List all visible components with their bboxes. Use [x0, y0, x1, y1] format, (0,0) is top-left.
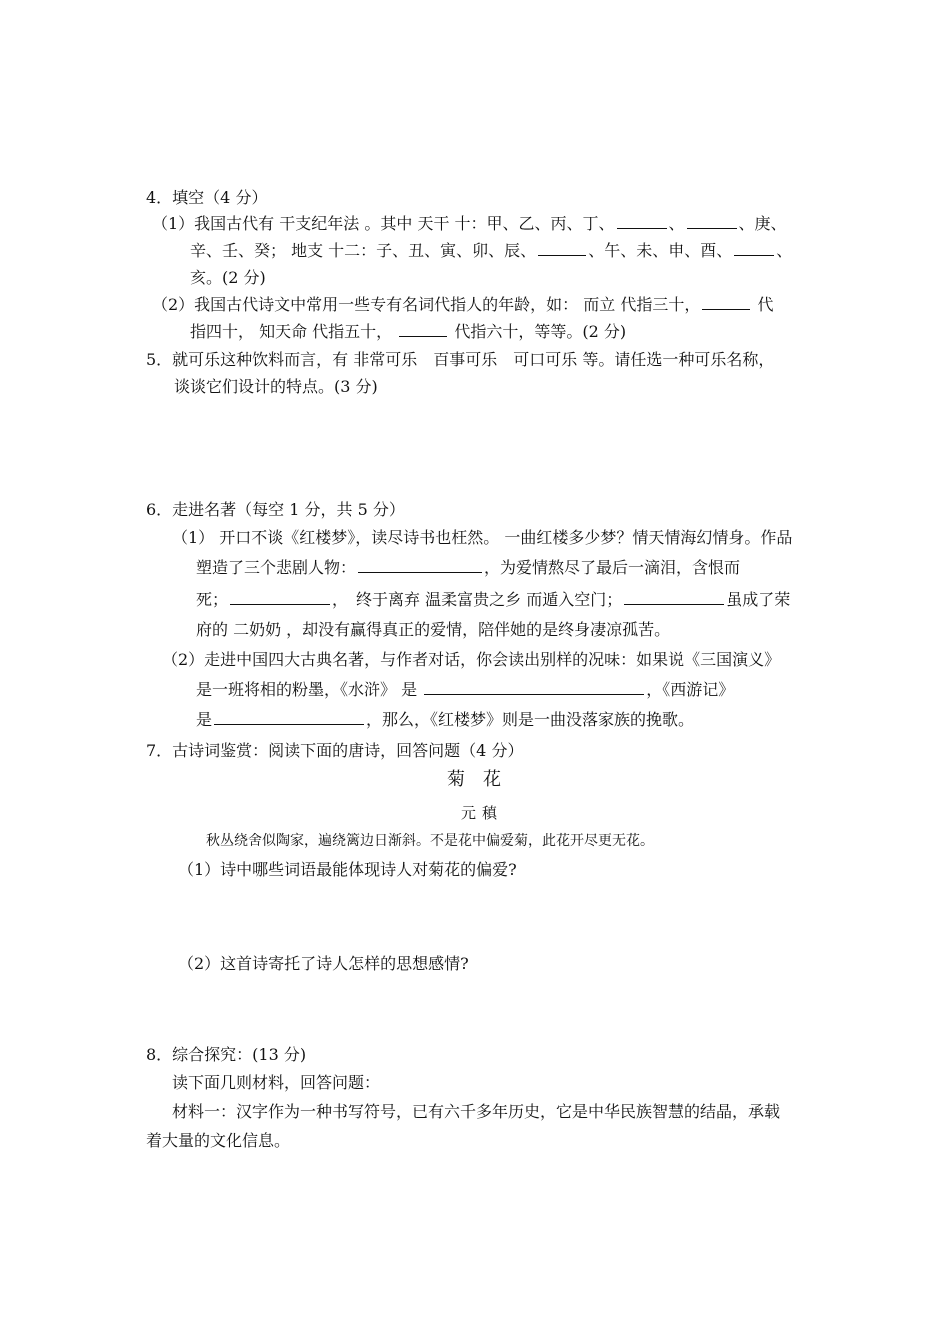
q6-part1-line4: 府的 二奶奶 ，却没有赢得真正的爱情，陪伴她的是终身凄凉孤苦。 [196, 620, 671, 639]
poem-body: 秋丛绕舍似陶家，遍绕篱边日渐斜。不是花中偏爱菊，此花开尽更无花。 [206, 833, 654, 849]
q8-intro: 读下面几则材料，回答问题： [172, 1073, 381, 1092]
poem-title: 菊花 [447, 769, 519, 790]
q4-part1-text: 辛、壬、癸； 地支 十二：子、丑、寅、卯、辰、 [190, 241, 537, 260]
blank[interactable] [624, 590, 724, 605]
blank[interactable] [358, 558, 482, 573]
q6-part2-text: 是一班将相的粉墨，《水浒》 是 [196, 680, 418, 699]
q7-sub2: （2）这首诗寄托了诗人怎样的思想感情? [178, 954, 469, 973]
blank[interactable] [230, 590, 330, 605]
q8-material1-line2: 着大量的文化信息。 [146, 1131, 291, 1150]
q4-part1-separator: 、 [668, 214, 685, 233]
q4-part1-text: （1）我国古代有 干支纪年法 。其中 天干 十：甲、乙、丙、丁、 [152, 214, 615, 233]
q5-line1: 5．就可乐这种饮料而言，有 非常可乐 百事可乐 可口可乐 等。请任选一种可乐名称， [146, 350, 775, 369]
q6-part1-line2 [196, 558, 740, 578]
q6-part1-text: ，为爱情熬尽了最后一滴泪，含恨而 [484, 558, 741, 577]
q4-part2-text-end: 代指六十，等等。(2 分) [454, 322, 627, 341]
q6-part1-line1: （1） 开口不谈《红楼梦》，读尽诗书也枉然。 一曲红楼多少梦？情天情海幻情身。作品 [172, 528, 793, 547]
q6-part2-line3 [196, 710, 694, 730]
q6-part1-text: 塑造了三个悲剧人物： [196, 558, 357, 577]
q6-part1-text: 死； [196, 590, 229, 609]
q4-part1-text: 、午、未、申、酉、 [588, 241, 733, 260]
q6-title: 6．走进名著（每空 1 分，共 5 分） [146, 500, 405, 519]
q7-sub1: （1）诗中哪些词语最能体现诗人对菊花的偏爱? [178, 860, 517, 879]
blank[interactable] [424, 680, 644, 695]
q6-part1-line3 [196, 590, 790, 610]
q4-part2-text: 指四十， 知天命 代指五十， [190, 322, 393, 341]
blank[interactable] [687, 214, 737, 229]
q6-part1-text: ， 终于离弃 温柔富贵之乡 而遁入空门； [332, 590, 623, 609]
poem-author: 元稹 [461, 804, 504, 822]
blank[interactable] [702, 295, 750, 310]
blank[interactable] [399, 322, 447, 337]
q4-part1-text-end: 、庚、 [738, 214, 787, 233]
q6-part2-text: ，那么，《红楼梦》则是一曲没落家族的挽歌。 [366, 710, 695, 729]
q4-part2-text: （2）我国古代诗文中常用一些专有名词代指人的年龄，如： 而立 代指三十， [152, 295, 701, 314]
q8-title: 8．综合探究：(13 分) [146, 1045, 307, 1064]
q4-part1-line3: 亥。(2 分) [190, 268, 266, 287]
blank[interactable] [734, 241, 774, 256]
q6-part2-text: ，《西游记》 [646, 680, 735, 699]
q7-title: 7．古诗词鉴赏：阅读下面的唐诗，回答问题（4 分） [146, 741, 524, 760]
q4-part2-text-end: 代 [757, 295, 774, 314]
q4-part1-line2 [190, 241, 792, 261]
q6-part2-line2 [196, 680, 734, 700]
q5-line2: 谈谈它们设计的特点。(3 分) [174, 377, 378, 396]
q4-part1-text: 、 [776, 241, 793, 260]
blank[interactable] [617, 214, 667, 229]
blank[interactable] [538, 241, 586, 256]
blank[interactable] [214, 710, 364, 725]
q8-material1-line1: 材料一：汉字作为一种书写符号，已有六千多年历史，它是中华民族智慧的结晶，承载 [172, 1102, 781, 1121]
q4-part2-line1 [152, 295, 773, 315]
q6-part1-text: 虽成了荣 [726, 590, 791, 609]
q4-part2-line2 [190, 322, 626, 342]
q6-part2-line1: （2）走进中国四大古典名著，与作者对话，你会读出别样的况味：如果说《三国演义》 [162, 650, 781, 669]
q4-title: 4．填空（4 分） [146, 188, 268, 207]
q4-part1-line1 [152, 214, 787, 234]
q6-part2-text: 是 [196, 710, 213, 729]
